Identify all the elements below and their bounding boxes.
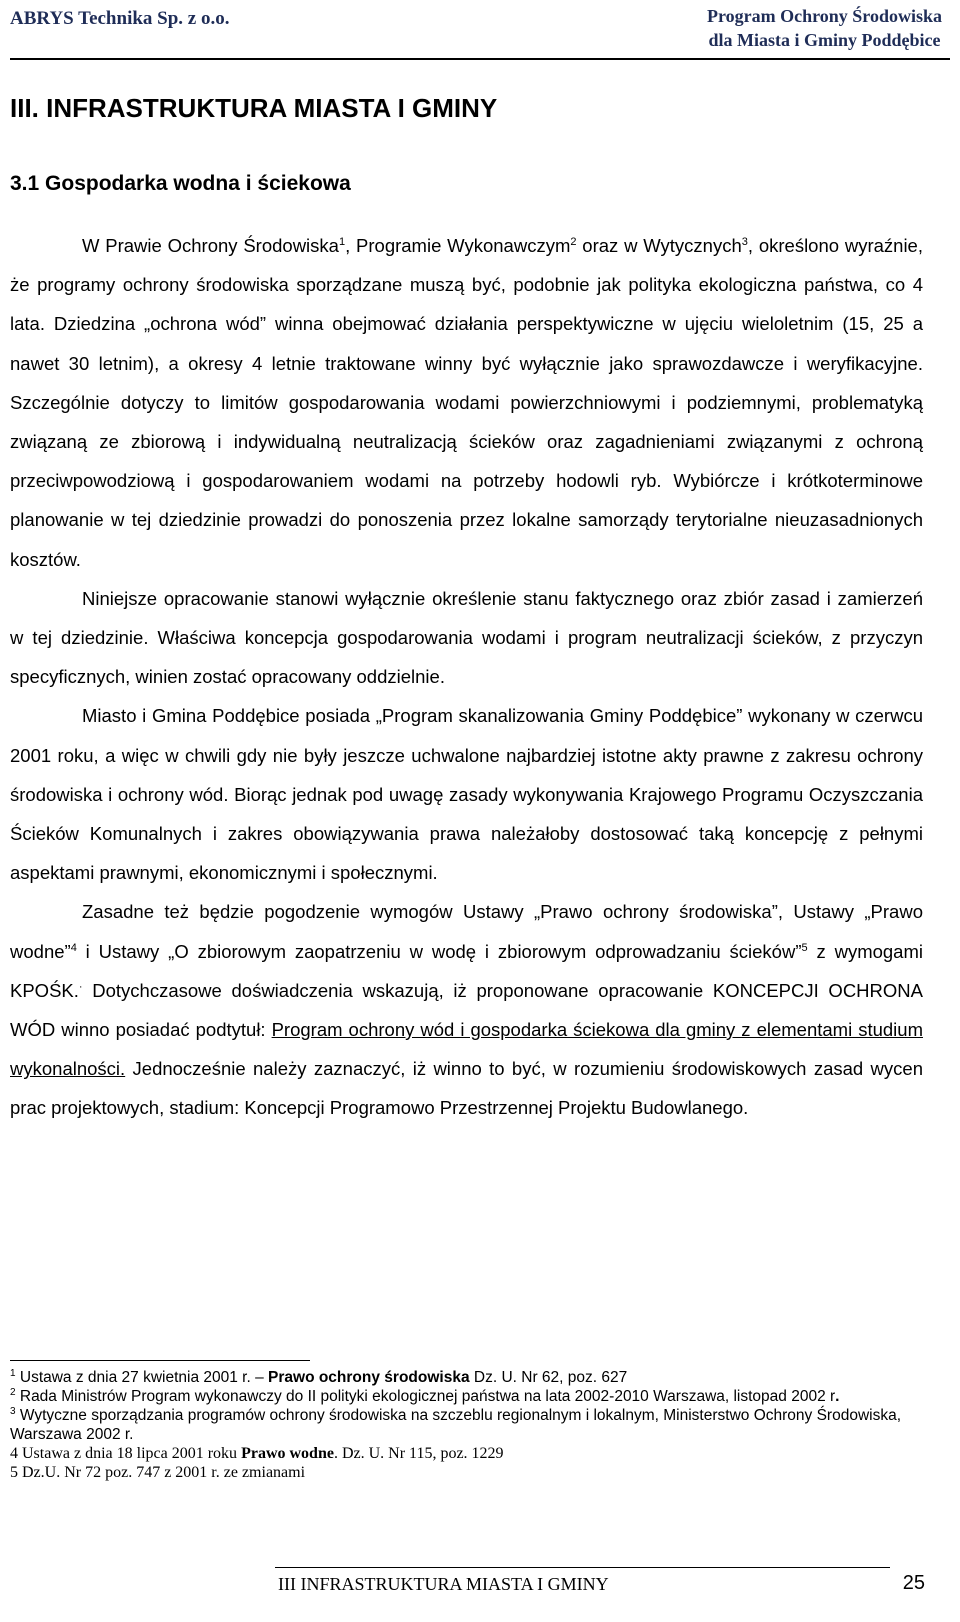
footnote-ref-3: 3 — [741, 236, 748, 248]
p1-text-a: W Prawie Ochrony Środowiska — [82, 235, 339, 256]
header-program-line1: Program Ochrony Środowiska — [706, 6, 942, 26]
p4-text-c: z wymogami KPOŚK. — [10, 940, 923, 1001]
footnote-ref-4: 4 — [70, 941, 77, 954]
subtitle-underlined: Program ochrony wód i gospodarka ściekowa dla gminy z elementami studium wykonalności. — [10, 1019, 923, 1080]
footer-title: III INFRASTRUKTURA MIASTA I GMINY — [278, 1574, 609, 1594]
footnote-1 — [10, 1368, 923, 1387]
p1-text-b: , Programie Wykonawczym — [345, 235, 571, 256]
footnote-ref-5: 5 — [801, 941, 808, 954]
footnote-ref-1: 1 — [338, 236, 346, 248]
p4-text-b: i Ustawy „O zbiorowym zaopatrzeniu w wodę i zbiorowym odprowadzaniu ścieków” — [76, 940, 802, 962]
footnote-2-text: Rada Ministrów Program wykonawczy do II polityki ekologicznej państwa na lata 2002-2010 Warszawa, listopad 2002 r — [15, 1388, 836, 1405]
header-company: ABRYS Technika Sp. z o.o. — [10, 8, 230, 29]
p4-text-d: Dotychczasowe doświadczenia wskazują, iż proponowane opracowanie KONCEPCJI OCHRONA WÓD winno posiadać podtytuł: — [10, 979, 923, 1041]
header-program — [707, 4, 942, 52]
footnote-2 — [10, 1387, 923, 1406]
footnote-4-text-c: . Dz. U. Nr 115, poz. 1229 — [333, 1445, 504, 1462]
footnote-4 — [10, 1444, 923, 1463]
footnotes — [10, 1368, 923, 1482]
p4-dot: · — [78, 980, 83, 993]
footnote-4-text-a: 4 Ustawa z dnia 18 lipca 2001 roku — [10, 1445, 242, 1462]
paragraph-2: Niniejsze opracowanie stanowi wyłącznie określenie stanu faktycznego oraz zbiór zasad i zamierzeń w tej dziedzinie. Właściwa koncepcja gospodarowania wodami i program neutralizacji ścieków, z przyczyn specyficznych, winien zostać opracowany oddzielnie. — [10, 587, 923, 688]
chapter-title: III. INFRASTRUKTURA MIASTA I GMINY — [10, 93, 498, 123]
footnote-2-dot: . — [835, 1388, 840, 1405]
footnote-1-bold: Prawo ochrony środowiska — [268, 1369, 470, 1386]
paragraph-3: Miasto i Gmina Poddębice posiada „Program skanalizowania Gminy Poddębice” wykonany w czerwcu 2001 roku, a więc w chwili gdy nie były jeszcze uchwalone najbardziej istotne akty prawne z zakresu ochrony środowiska i ochrony wód. Biorąc jednak pod uwagę zasady wykonywania Krajowego Programu Oczyszczania Ścieków Komunalnych i zakres obowiązywania prawa należałoby dostosować taką koncepcję z pełnymi aspektami prawnymi, ekonomicznymi i społecznymi. — [10, 705, 923, 884]
page-number: 25 — [902, 1572, 925, 1594]
paragraph-1 — [10, 226, 923, 579]
footnote-ref-2: 2 — [570, 236, 577, 248]
footnote-1-text-c: Dz. U. Nr 62, poz. 627 — [469, 1369, 628, 1386]
footnote-1-num: 1 — [10, 1368, 16, 1379]
footer-divider — [275, 1567, 890, 1568]
p1-text-d: , określono wyraźnie, że programy ochrony środowiska sporządzane muszą być, podobnie jak polityka ekologiczna państwa, co 4 lata. Dziedzina „ochrona wód” winna obejmować działania perspektywiczne w ujęciu wieloletnim (15, 25 a nawet 30 letnim), a okresy 4 letnie traktowane winny być wyłącznie jako sprawozdawcze i weryfikacyjne. Szczególnie dotyczy to limitów gospodarowania wodami powierzchniowymi i podziemnymi, problematyką związaną ze zbiorową i indywidualną neutralizacją ścieków oraz zagadnieniami związanymi z ochroną przeciwpowodziową i gospodarowaniem wodami na potrzeby hodowli ryb. Wybiórcze i krótkoterminowe planowanie w tej dziedzinie prowadzi do ponoszenia przez lokalne samorządy terytorialne nieuzasadnionych kosztów. — [10, 235, 923, 570]
footnote-5: 5 Dz.U. Nr 72 poz. 747 z 2001 r. ze zmianami — [10, 1464, 306, 1481]
header-program-line2: dla Miasta i Gminy Poddębice — [708, 30, 941, 50]
p4-text-e: Jednocześnie należy zaznaczyć, iż winno to być, w rozumieniu środowiskowych zasad wycen prac projektowych, stadium: Koncepcji Programowo Przestrzennej Projektu Budowlanego. — [10, 1058, 923, 1119]
p4-text-a: Zasadne też będzie pogodzenie wymogów Ustawy „Prawo ochrony środowiska”, Ustawy „Prawo wodne” — [10, 901, 923, 962]
footnote-3 — [10, 1406, 923, 1444]
header-divider — [10, 58, 950, 60]
footnote-4-bold: Prawo wodne — [241, 1445, 334, 1462]
footnote-3-text: Wytyczne sporządzania programów ochrony środowiska na szczeblu regionalnym i lokalnym, Ministerstwo Ochrony Środowiska, Warszawa 2002 r. — [10, 1407, 902, 1443]
footnote-2-num: 2 — [10, 1387, 16, 1398]
p1-text-c: oraz w Wytycznych — [576, 235, 742, 256]
footnote-3-num: 3 — [10, 1406, 16, 1417]
footnote-separator — [10, 1360, 310, 1361]
footnote-1-text-a: Ustawa z dnia 27 kwietnia 2001 r. – — [15, 1369, 269, 1386]
paragraph-4 — [10, 892, 923, 1127]
section-title: 3.1 Gospodarka wodna i ściekowa — [10, 172, 351, 195]
body-text — [10, 226, 923, 1128]
